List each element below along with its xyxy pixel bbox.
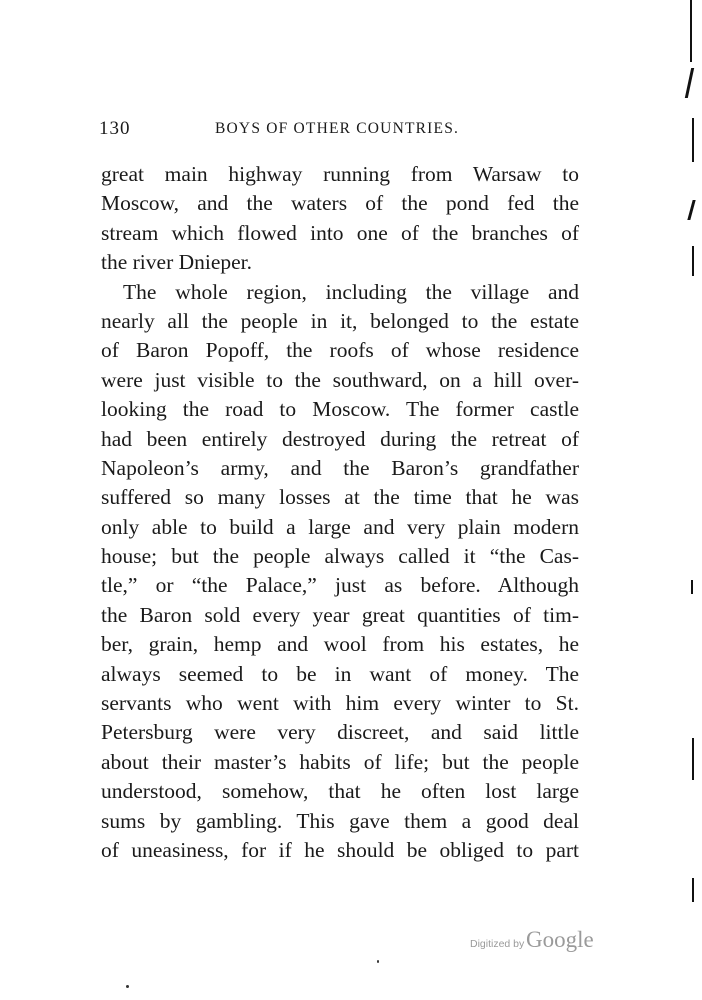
text-line: servants who went with him every winter to St. xyxy=(101,691,579,716)
text-line: of uneasiness, for if he should be obliged to part xyxy=(101,837,579,862)
page-edge-mark xyxy=(692,738,694,780)
scan-speck xyxy=(126,985,129,988)
text-line: The whole region, including the village and xyxy=(123,279,579,304)
page-edge-mark xyxy=(692,118,694,162)
text-line: about their master’s habits of life; but the people xyxy=(101,749,579,774)
text-line: Moscow, and the waters of the pond fed the xyxy=(101,191,579,216)
text-line: of Baron Popoff, the roofs of whose residence xyxy=(101,338,579,363)
page-edge-mark xyxy=(691,580,693,594)
page-edge-mark xyxy=(692,246,694,276)
running-title: BOYS OF OTHER COUNTRIES. xyxy=(215,120,460,137)
text-line: only able to build a large and very plain modern xyxy=(101,514,579,539)
digitized-by-google-watermark xyxy=(470,926,620,952)
text-line: were just visible to the southward, on a hill over- xyxy=(101,367,579,392)
text-line: great main highway running from Warsaw to xyxy=(101,162,579,186)
text-line: tle,” or “the Palace,” just as before. Although xyxy=(101,573,579,598)
watermark-brand: Google xyxy=(526,927,594,952)
page-edge-mark xyxy=(690,0,692,62)
text-line: had been entirely destroyed during the retreat of xyxy=(101,426,579,451)
text-line: suffered so many losses at the time that he was xyxy=(101,485,579,510)
page-edge-mark xyxy=(685,68,694,98)
text-line: nearly all the people in it, belonged to the estate xyxy=(101,308,579,333)
page-edge-mark xyxy=(687,200,695,220)
body-text xyxy=(101,160,579,865)
text-line: the Baron sold every year great quantities of tim- xyxy=(101,602,579,627)
text-line: understood, somehow, that he often lost large xyxy=(101,779,579,804)
text-line: sums by gambling. This gave them a good deal xyxy=(101,808,579,833)
text-line: always seemed to be in want of money. The xyxy=(101,661,579,686)
text-line: house; but the people always called it “the Cas- xyxy=(101,544,579,569)
text-line: stream which flowed into one of the branches of xyxy=(101,220,579,245)
text-line: Napoleon’s army, and the Baron’s grandfather xyxy=(101,455,579,480)
scan-speck xyxy=(377,960,379,963)
page-header xyxy=(99,118,579,144)
text-line: looking the road to Moscow. The former castle xyxy=(101,397,579,422)
page-edge-mark xyxy=(692,878,694,902)
page-number: 130 xyxy=(99,118,131,139)
text-line: Petersburg were very discreet, and said little xyxy=(101,720,579,745)
text-line: ber, grain, hemp and wool from his estates, he xyxy=(101,632,579,657)
text-line: the river Dnieper. xyxy=(101,250,253,275)
watermark-prefix: Digitized by xyxy=(470,938,525,950)
